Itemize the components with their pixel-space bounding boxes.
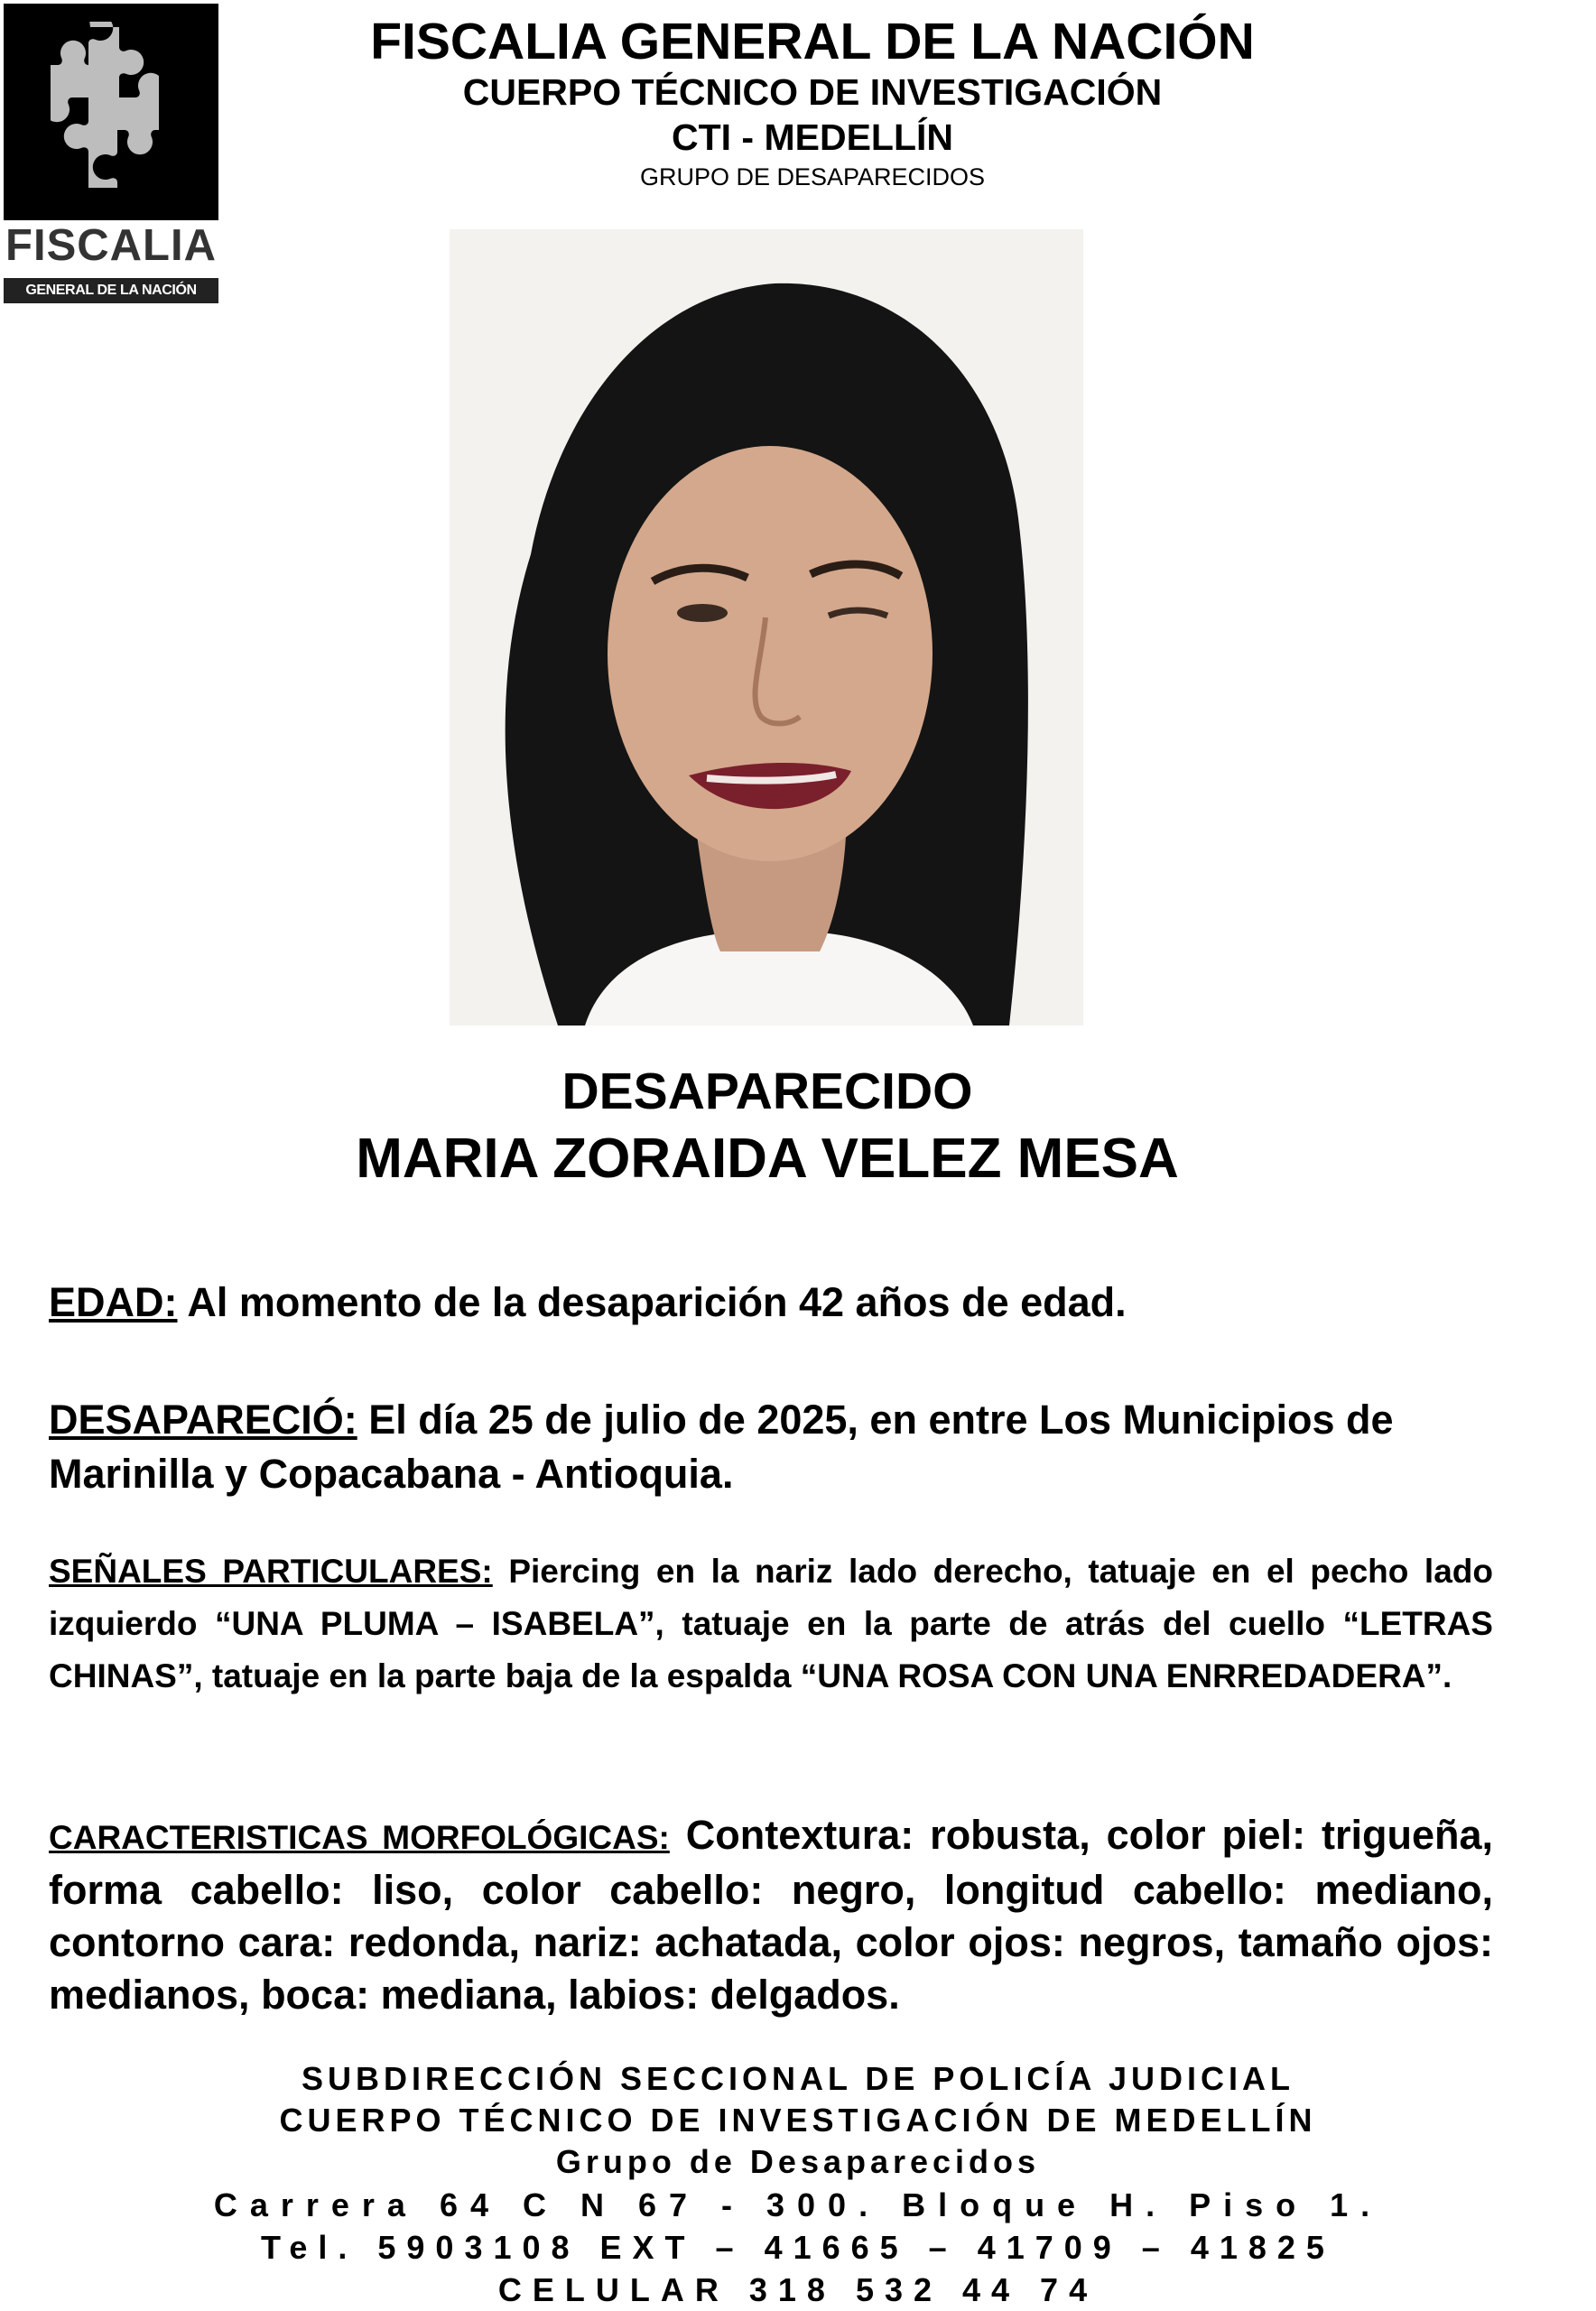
portrait-photo bbox=[450, 229, 1083, 1026]
person-name: MARIA ZORAIDA VELEZ MESA bbox=[356, 1128, 1179, 1190]
status-title: DESAPARECIDO bbox=[561, 1063, 973, 1120]
header-department: CUERPO TÉCNICO DE INVESTIGACIÓN bbox=[462, 71, 1163, 113]
fiscalia-logo bbox=[4, 4, 218, 303]
footer-department: CUERPO TÉCNICO DE INVESTIGACIÓN DE MEDELLÍN bbox=[279, 2102, 1317, 2139]
morphology-label: CARACTERISTICAS MORFOLÓGICAS: bbox=[49, 1819, 670, 1856]
header-group: GRUPO DE DESAPARECIDOS bbox=[639, 163, 986, 190]
disappearance-label: DESAPARECIÓ: bbox=[49, 1397, 357, 1443]
distinguishing-marks-paragraph bbox=[49, 1545, 1493, 1703]
disappearance-paragraph bbox=[49, 1393, 1493, 1501]
logo-wordmark: FISCALIA bbox=[5, 221, 217, 270]
disappearance-text: El día 25 de julio de 2025, en entre Los Municipios de Marinilla y Copacabana - Antioquia. bbox=[49, 1397, 1394, 1497]
portrait-illustration bbox=[450, 229, 1083, 1026]
age-paragraph bbox=[49, 1276, 1493, 1329]
morphology-paragraph bbox=[49, 1809, 1493, 2021]
age-text: Al momento de la desaparición 42 años de edad. bbox=[177, 1279, 1127, 1325]
logo-background bbox=[4, 4, 218, 220]
distinguishing-marks-text: Piercing en la nariz lado derecho, tatuaje en el pecho lado izquierdo “UNA PLUMA – ISABELA”, tatuaje en la parte de atrás del cuello “LETRAS CHINAS”, tatuaje en la parte baja de la espalda “UNA ROSA CON UNA ENRREDADERA”. bbox=[49, 1553, 1493, 1694]
footer-cellphone: CELULAR 318 532 44 74 bbox=[497, 2271, 1099, 2308]
footer-subdirectorate: SUBDIRECCIÓN SECCIONAL DE POLICÍA JUDICIAL bbox=[301, 2060, 1295, 2097]
puzzle-piece-icon bbox=[51, 22, 159, 193]
distinguishing-marks-label: SEÑALES PARTICULARES: bbox=[49, 1553, 493, 1590]
age-label: EDAD: bbox=[49, 1279, 178, 1325]
footer-phone: Tel. 5903108 EXT – 41665 – 41709 – 41825 bbox=[261, 2229, 1335, 2266]
header-institution: FISCALIA GENERAL DE LA NACIÓN bbox=[370, 13, 1255, 70]
footer-group: Grupo de Desaparecidos bbox=[555, 2143, 1041, 2180]
footer-address: Carrera 64 C N 67 - 300. Bloque H. Piso 1. bbox=[213, 2186, 1383, 2223]
morphology-text: Contextura: robusta, color piel: trigueña, forma cabello: liso, color cabello: negro, longitud cabello: mediano, contorno cara: redonda, nariz: achatada, color ojos: negros, tamaño ojos: medianos, boca: mediana, labios: delgados. bbox=[49, 1812, 1493, 2018]
logo-subtitle: GENERAL DE LA NACIÓN bbox=[4, 278, 218, 303]
header-city: CTI - MEDELLÍN bbox=[671, 116, 954, 158]
